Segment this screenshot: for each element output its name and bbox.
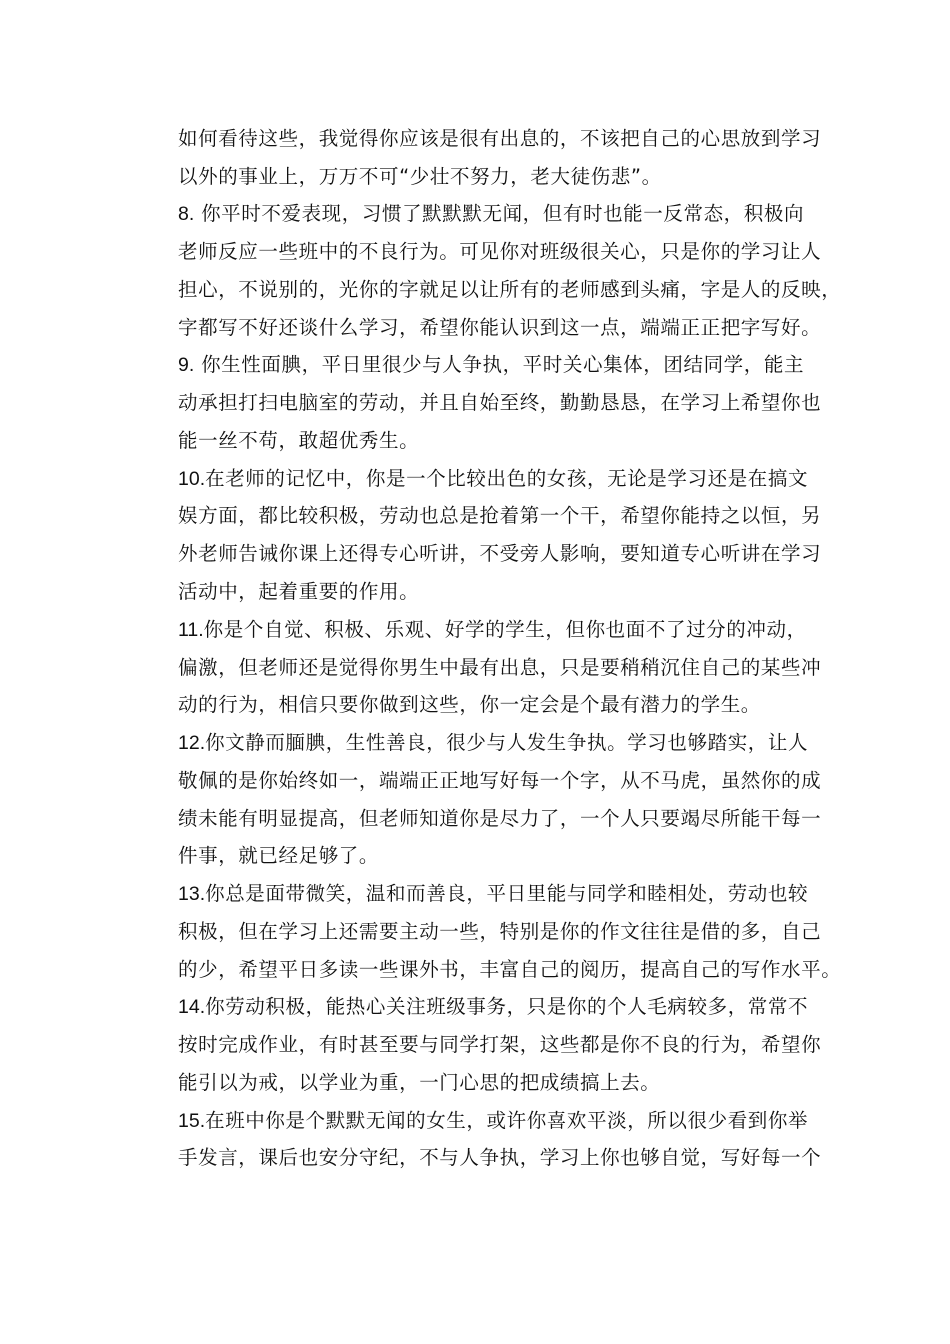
line-text: 绩未能有明显提高，但老师知道你是尽力了，一个人只要竭尽所能干每一: [178, 807, 822, 830]
line-text: 你平时不爱表现，习惯了默默默无闻，但有时也能一反常态，积极向: [194, 202, 805, 225]
item-number: 9.: [178, 354, 195, 376]
text-line: [178, 466, 818, 492]
line-text: 字都写不好还谈什么学习，希望你能认识到这一点，端端正正把字写好。: [178, 316, 822, 339]
item-number: 13.: [178, 883, 206, 905]
text-line: [178, 428, 818, 454]
text-line: [178, 655, 822, 681]
line-text: 以外的事业上，万万不可“少壮不努力，老大徒伤悲”。: [178, 165, 662, 188]
line-text: 能一丝不苟，敢超优秀生。: [178, 429, 420, 452]
text-line: [178, 541, 822, 567]
text-line: [178, 617, 818, 643]
text-line: [178, 957, 842, 983]
line-text: 你是个自觉、积极、乐观、好学的学生，但你也面不了过分的冲动，: [203, 618, 807, 641]
item-number: 14.: [178, 996, 206, 1018]
text-line: [178, 315, 822, 341]
line-text: 老师反应一些班中的不良行为。可见你对班级很关心，只是你的学习让人: [178, 240, 822, 263]
line-text: 的少，希望平日多读一些课外书，丰富自己的阅历，提高自己的写作水平。: [178, 958, 842, 981]
text-line: [178, 352, 818, 378]
line-text: 能引以为戒，以学业为重，一门心思的把成绩搞上去。: [178, 1071, 661, 1094]
text-line: [178, 126, 822, 152]
line-text: 动的行为，相信只要你做到这些，你一定会是个最有潜力的学生。: [178, 693, 761, 716]
line-text: 如何看待这些，我觉得你应该是很有出息的，不该把自己的心思放到学习: [178, 127, 822, 150]
text-line: [178, 164, 818, 190]
line-text: 你总是面带微笑，温和而善良，平日里能与同学和睦相处，劳动也较: [205, 882, 809, 905]
text-line: [178, 1108, 818, 1134]
text-line: [178, 239, 822, 265]
line-text: 娱方面，都比较积极，劳动也总是抢着第一个干，希望你能持之以恒，另: [178, 504, 822, 527]
line-text: 按时完成作业，有时甚至要与同学打架，这些都是你不良的行为，希望你: [178, 1033, 822, 1056]
text-line: [178, 277, 842, 303]
text-line: [178, 1032, 822, 1058]
text-line: [178, 768, 822, 794]
line-text: 件事，就已经足够了。: [178, 844, 380, 867]
line-text: 你文静而腼腆，生性善良，很少与人发生争执。学习也够踏实，让人: [205, 731, 809, 754]
line-text: 你劳动积极，能热心关注班级事务，只是你的个人毛病较多，常常不: [205, 995, 809, 1018]
item-number: 15.: [178, 1110, 206, 1132]
line-text: 在老师的记忆中，你是一个比较出色的女孩，无论是学习还是在搞文: [205, 467, 809, 490]
line-text: 担心，不说别的，光你的字就足以让所有的老师感到头痛，字是人的反映，: [178, 278, 842, 301]
text-line: [178, 730, 818, 756]
line-text: 在班中你是个默默无闻的女生，或许你喜欢平淡，所以很少看到你举: [205, 1109, 809, 1132]
line-text: 外老师告诫你课上还得专心听讲，不受旁人影响，要知道专心听讲在学习: [178, 542, 822, 565]
line-text: 敬佩的是你始终如一，端端正正地写好每一个字，从不马虎，虽然你的成: [178, 769, 822, 792]
text-line: [178, 390, 822, 416]
line-text: 动承担打扫电脑室的劳动，并且自始至终，勤勤恳恳，在学习上希望你也: [178, 391, 822, 414]
text-line: [178, 503, 822, 529]
line-text: 你生性面腆，平日里很少与人争执，平时关心集体，团结同学，能主: [194, 353, 805, 376]
item-number: 12.: [178, 732, 206, 754]
line-text: 活动中，起着重要的作用。: [178, 580, 420, 603]
text-line: [178, 1145, 822, 1171]
text-line: [178, 919, 822, 945]
text-line: [178, 579, 818, 605]
line-text: 手发言，课后也安分守纪，不与人争执，学习上你也够自觉，写好每一个: [178, 1146, 822, 1169]
text-line: [178, 692, 818, 718]
item-number: 11.: [178, 619, 204, 641]
text-line: [178, 881, 818, 907]
text-line: [178, 843, 818, 869]
line-text: 偏激，但老师还是觉得你男生中最有出息，只是要稍稍沉住自己的某些冲: [178, 656, 822, 679]
text-line: [178, 1070, 818, 1096]
item-number: 8.: [178, 203, 195, 225]
text-line: [178, 806, 822, 832]
line-text: 积极，但在学习上还需要主动一些，特别是你的作文往往是借的多，自己: [178, 920, 822, 943]
item-number: 10.: [178, 468, 206, 490]
text-line: [178, 201, 818, 227]
text-line: [178, 994, 818, 1020]
